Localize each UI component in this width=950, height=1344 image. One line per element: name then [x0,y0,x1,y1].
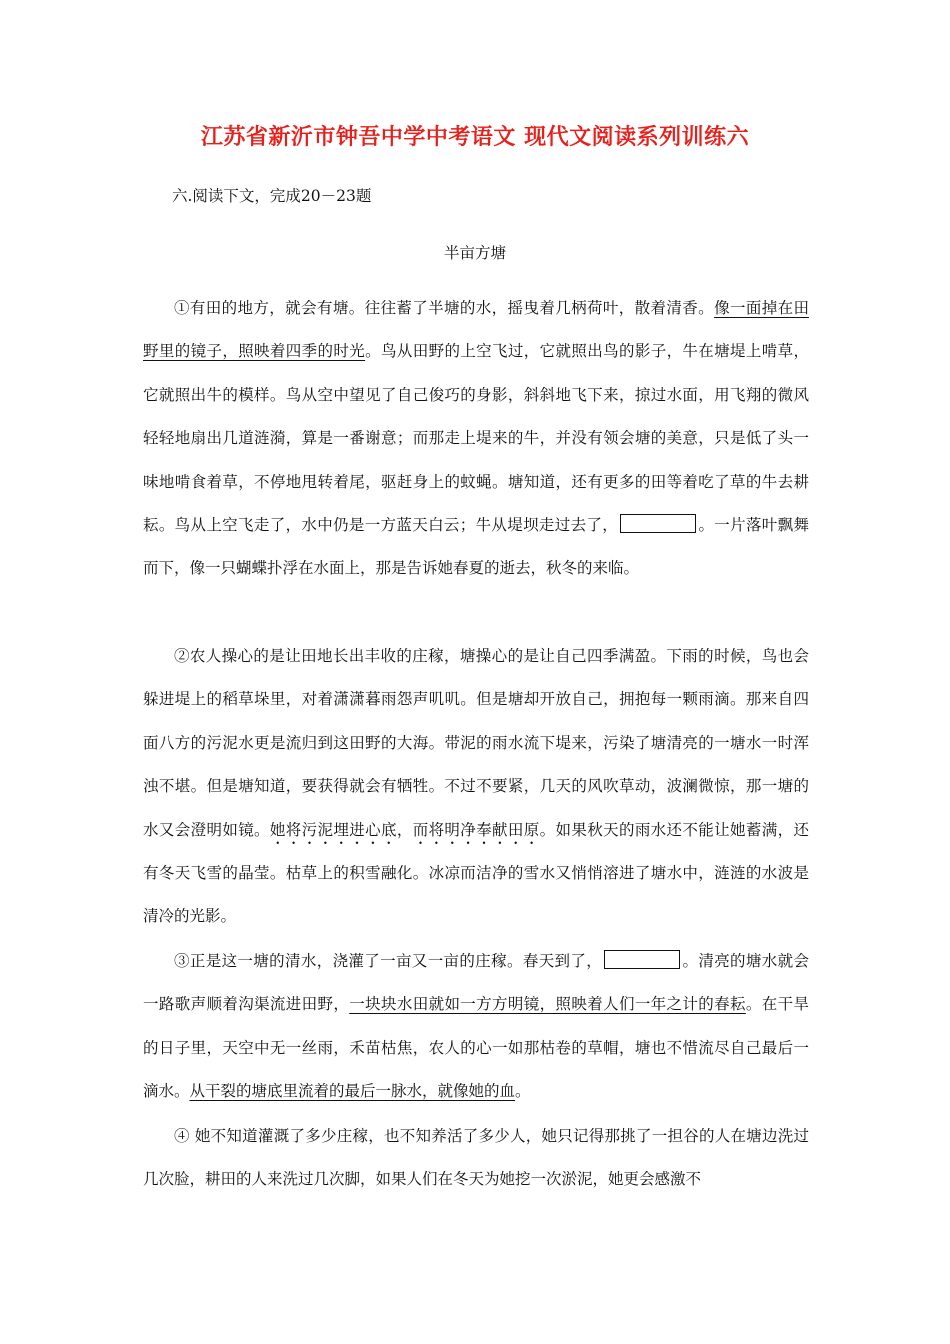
underlined-sentence-1: 像一面掉在田野里的镜子，照映着四季的时光 [143,299,809,361]
paragraph-3 [143,940,809,1114]
answer-blank-2 [604,950,680,969]
underlined-sentence-3: 从干裂的塘底里流着的最后一脉水，就像她的血 [189,1082,516,1101]
article-title: 半亩方塘 [443,244,506,262]
paragraph-3-text-b: 。清亮的塘水就会一路歌声顺着沟渠流进田野， [143,952,809,1014]
paragraph-1 [143,287,809,591]
paragraph-2-text-b: 。如果秋天的雨水还不能让她蓄满，还有冬天飞雪的晶莹。枯草上的积雪融化。冰凉而洁净的雪水又悄悄溶进了塘水中，涟涟的水波是清冷的光影。 [143,820,809,926]
dotted-sentence: 她将污泥埋进心底，而将明净奉献田原 [269,820,540,839]
document-title: 江苏省新沂市钟吾中学中考语文 现代文阅读系列训练六 [200,125,750,150]
paragraph-4-text-a: ④ 她不知道灌溉了多少庄稼，也不知养活了多少人，她只记得那挑了一担谷的人在塘边洗过几次脸，耕田的人来洗过几次脚，如果人们在冬天为她挖一次淤泥，她更会感激不 [143,1127,809,1189]
paragraph-3-text-c: 。在干旱的日子里，天空中无一丝雨，禾苗枯焦，农人的心一如那枯卷的草帽，塘也不惜流尽自己最后一滴水。 [143,995,809,1101]
paragraph-3-text-d: 。 [515,1082,531,1101]
paragraph-3-text-a: ③正是这一塘的清水，浇灌了一亩又一亩的庄稼。春天到了， [174,952,603,970]
underlined-sentence-2: 一块块水田就如一方方明镜，照映着人们一年之计的春耘 [349,995,746,1014]
paragraph-4 [143,1115,809,1202]
paragraph-2 [143,635,809,939]
paragraph-2-text-a: ②农人操心的是让田地长出丰收的庄稼，塘操心的是让自己四季满盈。下雨的时候，鸟也会躲进堤上的稻草垛里，对着潇潇暮雨怨声叽叽。但是塘却开放自己，拥抱每一颗雨滴。那来自四面八方的污泥水更是流归到这田野的大海。带泥的雨水流下堤来，污染了塘清亮的一塘水一时浑浊不堪。但是塘知道，要获得就会有牺牲。不过不要紧，几天的风吹草动，波澜微惊，那一塘的水又会澄明如镜。 [143,647,809,839]
answer-blank-1 [620,514,696,533]
question-instruction: 六.阅读下文，完成20－23题 [172,187,372,205]
paragraph-1-text-a: ①有田的地方，就会有塘。往往蓄了半塘的水，摇曳着几柄荷叶，散着清香。 [174,299,715,317]
paragraph-1-text-c: 。一片落叶飘舞而下，像一只蝴蝶扑浮在水面上，那是告诉她春夏的逝去，秋冬的来临。 [143,516,809,578]
paragraph-1-text-b: 。鸟从田野的上空飞过，它就照出鸟的影子，牛在塘堤上啃草，它就照出牛的模样。鸟从空中望见了自己俊巧的身影，斜斜地飞下来，掠过水面，用飞翔的微风轻轻地扇出几道涟漪，算是一番谢意；而那走上堤来的牛，并没有领会塘的美意，只是低了头一味地啃食着草，不停地甩转着尾，驱赶身上的蚊蝇。塘知道，还有更多的田等着吃了草的牛去耕耘。鸟从上空飞走了，水中仍是一方蓝天白云；牛从堤坝走过去了， [143,342,809,535]
